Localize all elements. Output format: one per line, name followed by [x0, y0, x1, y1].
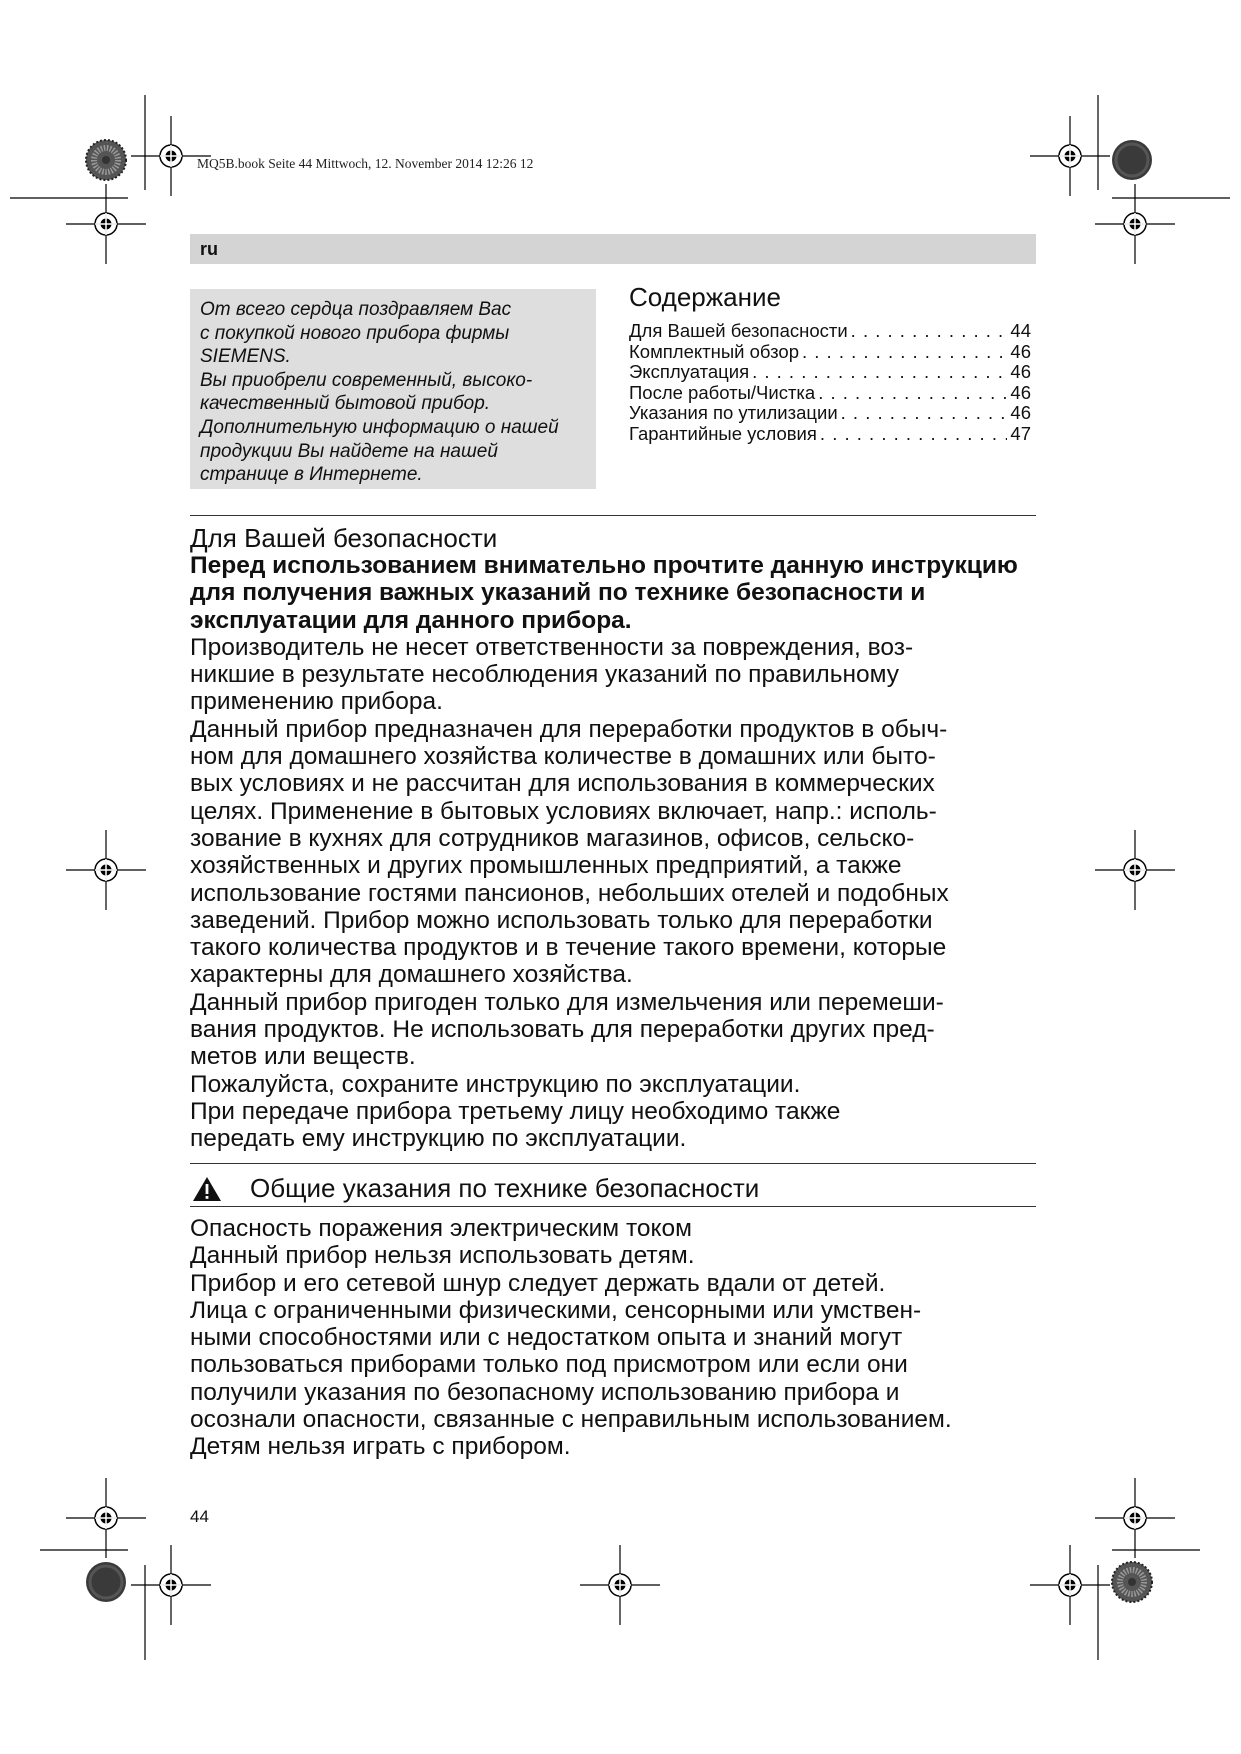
safety-lead [190, 552, 1050, 634]
toc-entry[interactable] [629, 424, 1031, 445]
general-section [190, 1215, 1050, 1461]
body-line: вых условиях и не рассчитан для использования в коммерческих [190, 770, 935, 798]
body-line: использование гостями пансионов, небольших отелей и подобных [190, 879, 949, 907]
toc-entry-page: 47 [1010, 422, 1031, 444]
lead-line: Перед использованием внимательно прочтите данную инструкцию [190, 552, 1018, 579]
toc-entry[interactable] [629, 403, 1031, 424]
body-line: такого количества продуктов и в течение такого времени, которые [190, 934, 947, 962]
body-line: При передаче прибора третьему лицу необходимо также [190, 1097, 841, 1125]
greeting-line: От всего сердца поздравляем Вас [200, 299, 512, 320]
toc-leader-dots [851, 321, 1008, 342]
toc-entry[interactable] [629, 321, 1031, 342]
warning-triangle-icon [192, 1175, 222, 1203]
toc-entry[interactable] [629, 362, 1031, 383]
section-divider [190, 515, 1036, 516]
greeting-line: Дополнительную информацию о нашей [200, 416, 559, 438]
toc-leader-dots [841, 403, 1008, 424]
toc-leader-dots [752, 362, 1007, 383]
body-line: Пожалуйста, сохраните инструкцию по эксплуатации. [190, 1070, 801, 1098]
safety-body [190, 634, 1050, 1153]
lead-line: для получения важных указаний по технике безопасности и [190, 579, 926, 607]
greeting-line: Вы приобрели современный, высоко- [200, 369, 533, 391]
greeting-line: странице в Интернете. [200, 464, 423, 486]
toc-leader-dots [802, 342, 1007, 363]
toc-entry[interactable] [629, 342, 1031, 363]
lead-line: эксплуатации для данного прибора. [190, 606, 632, 634]
body-line: Детям нельзя играть с прибором. [190, 1433, 571, 1461]
body-line: хозяйственных и других промышленных предприятий, а также [190, 852, 902, 880]
body-line: получили указания по безопасному использованию прибора и [190, 1378, 900, 1406]
body-line: Данный прибор нельзя использовать детям. [190, 1242, 695, 1270]
body-line: метов или веществ. [190, 1043, 416, 1071]
greeting-box [190, 289, 596, 489]
body-line: осознали опасности, связанные с неправильным использованием. [190, 1406, 952, 1434]
toc-entry-label: Комплектный обзор [629, 340, 799, 362]
greeting-line: SIEMENS. [200, 346, 291, 368]
body-line: ном для домашнего хозяйства количестве в домашних или быто- [190, 743, 936, 771]
electric-shock-subtitle: Опасность поражения электрическим током [190, 1215, 692, 1242]
toc-title: Содержание [629, 282, 781, 312]
body-line: Производитель не несет ответственности за повреждения, воз- [190, 633, 914, 661]
toc-entry-page: 46 [1010, 402, 1031, 424]
greeting-line: продукции Вы найдете на нашей [200, 440, 498, 462]
page-number: 44 [190, 1507, 209, 1526]
body-line: Прибор и его сетевой шнур следует держать вдали от детей. [190, 1269, 886, 1297]
toc-entry-label: Гарантийные условия [629, 422, 817, 444]
body-line: передать ему инструкцию по эксплуатации. [190, 1125, 687, 1153]
section-divider [190, 1163, 1036, 1164]
body-line: никшие в результате несоблюдения указаний по правильному [190, 661, 899, 689]
greeting-line: с покупкой нового прибора фирмы [200, 322, 510, 344]
safety-section [190, 524, 1050, 1153]
body-line: Лица с ограниченными физическими, сенсорными или умствен- [190, 1296, 922, 1324]
table-of-contents [629, 282, 1031, 445]
greeting-line: качественный бытовой прибор. [200, 393, 491, 415]
body-line: характерны для домашнего хозяйства. [190, 961, 633, 989]
toc-entry-page: 46 [1010, 340, 1031, 362]
toc-leader-dots [818, 383, 1007, 404]
toc-entry-label: Для Вашей безопасности [629, 320, 848, 341]
safety-title: Для Вашей безопасности [190, 523, 498, 553]
body-line: Данный прибор пригоден только для измельчения или перемеши- [190, 988, 944, 1016]
toc-entry-page: 46 [1010, 361, 1031, 383]
toc-leader-dots [820, 424, 1008, 445]
general-body [190, 1242, 1050, 1460]
body-line: заведений. Прибор можно использовать только для переработки [190, 906, 933, 934]
toc-entry-label: Эксплуатация [629, 361, 750, 383]
body-line: пользоваться приборами только под присмотром или если они [190, 1351, 908, 1379]
section-divider [190, 1206, 1036, 1207]
print-header: MQ5B.book Seite 44 Mittwoch, 12. November 2014 12:26 12 [197, 156, 534, 171]
body-line: целях. Применение в бытовых условиях включает, напр.: исполь- [190, 797, 937, 825]
language-tag: ru [200, 239, 218, 259]
body-line: Данный прибор предназначен для переработки продуктов в обыч- [190, 715, 948, 743]
language-bar [190, 234, 1036, 264]
body-line: зование в кухнях для сотрудников магазинов, офисов, сельско- [190, 824, 915, 852]
toc-entry-page: 44 [1010, 320, 1031, 341]
toc-entry[interactable] [629, 383, 1031, 404]
toc-entry-page: 46 [1010, 381, 1031, 403]
general-safety-heading [190, 1173, 759, 1204]
body-line: ными способностями или с недостатком опыта и знаний могут [190, 1324, 903, 1352]
general-safety-title: Общие указания по технике безопасности [250, 1173, 760, 1203]
toc-entry-label: Указания по утилизации [629, 402, 838, 424]
body-line: вания продуктов. Не использовать для переработки других пред- [190, 1016, 935, 1044]
toc-entry-label: После работы/Чистка [629, 381, 816, 403]
body-line: применению прибора. [190, 688, 443, 716]
